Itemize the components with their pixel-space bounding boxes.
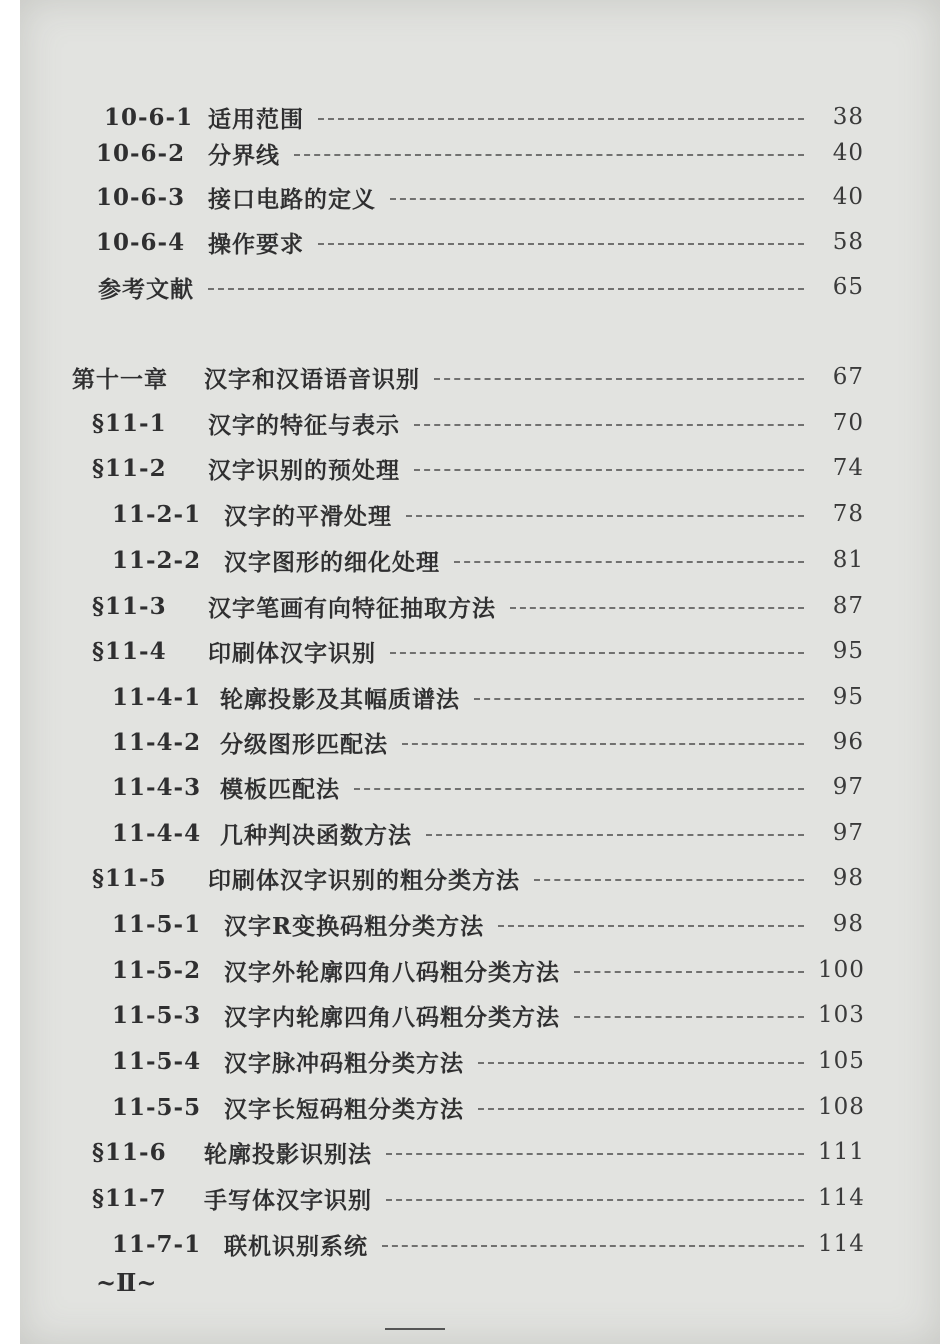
- page-number: 97: [832, 774, 864, 800]
- dot-leader: [434, 378, 804, 380]
- section-number: 10-6-3: [96, 183, 186, 211]
- toc-entry: [112, 904, 864, 944]
- page-number: 103: [818, 1002, 865, 1028]
- toc-entry: [112, 540, 864, 580]
- page-number: 114: [818, 1231, 865, 1257]
- dot-leader: [382, 1245, 804, 1247]
- dot-leader: [386, 1199, 804, 1201]
- section-title: 参考文献: [98, 275, 194, 303]
- section-title: 适用范围: [208, 105, 304, 133]
- page-number: 98: [832, 911, 864, 937]
- section-number: 11-4-3: [112, 773, 202, 801]
- toc-entry: [112, 813, 864, 853]
- section-number: 11-5-2: [112, 956, 202, 984]
- page-number: 40: [832, 184, 864, 210]
- bottom-rule: [385, 1328, 445, 1330]
- dot-leader: [498, 925, 804, 927]
- section-title: 汉字的特征与表示: [208, 411, 400, 439]
- dot-leader: [510, 607, 804, 609]
- dot-leader: [354, 788, 804, 790]
- toc-entry: [112, 722, 864, 762]
- section-title: 汉字外轮廓四角八码粗分类方法: [224, 958, 560, 986]
- toc-entry: [92, 403, 864, 443]
- section-number: 11-2-1: [112, 500, 202, 528]
- section-title: 印刷体汉字识别: [208, 639, 376, 667]
- page-number: 81: [832, 547, 864, 573]
- section-number: 11-4-4: [112, 819, 202, 847]
- page-number: 114: [818, 1185, 865, 1211]
- dot-leader: [318, 118, 804, 120]
- page-number: 70: [832, 410, 864, 436]
- dot-leader: [478, 1108, 804, 1110]
- section-title: 模板匹配法: [220, 775, 340, 803]
- page-number: 96: [832, 729, 864, 755]
- dot-leader: [574, 971, 804, 973]
- dot-leader: [386, 1153, 804, 1155]
- toc-entry: [104, 97, 864, 137]
- page-number: 78: [832, 501, 864, 527]
- section-title: 联机识别系统: [224, 1232, 368, 1260]
- section-title: 汉字笔画有向特征抽取方法: [208, 594, 496, 622]
- page-number: 111: [818, 1139, 865, 1165]
- dot-leader: [426, 834, 804, 836]
- dot-leader: [406, 515, 804, 517]
- page-number: 95: [832, 638, 864, 664]
- section-number: §11-5: [92, 864, 167, 892]
- section-title: 汉字内轮廓四角八码粗分类方法: [224, 1003, 560, 1031]
- dot-leader: [454, 561, 804, 563]
- section-number: 11-4-1: [112, 683, 202, 711]
- section-number: 11-5-1: [112, 910, 202, 938]
- dot-leader: [390, 198, 804, 200]
- page-number: 108: [818, 1094, 865, 1120]
- section-number: 11-2-2: [112, 546, 202, 574]
- dot-leader: [208, 288, 804, 290]
- dot-leader: [534, 879, 804, 881]
- section-number: §11-1: [92, 409, 167, 437]
- toc-entry: [92, 1132, 864, 1172]
- section-number: 11-5-4: [112, 1047, 202, 1075]
- page-number: 38: [832, 104, 864, 130]
- page-number: 95: [832, 684, 864, 710]
- page-number: 65: [832, 274, 864, 300]
- page-footer-numeral: ~Ⅱ~: [96, 1268, 157, 1297]
- toc-entry: [96, 177, 864, 217]
- section-title: 分界线: [208, 141, 280, 169]
- section-title: 手写体汉字识别: [204, 1186, 372, 1214]
- section-title: 几种判决函数方法: [220, 821, 412, 849]
- dot-leader: [318, 243, 804, 245]
- section-title: 操作要求: [208, 230, 304, 258]
- page-number: 100: [818, 957, 865, 983]
- section-title: 印刷体汉字识别的粗分类方法: [208, 866, 520, 894]
- section-number: 11-5-3: [112, 1001, 202, 1029]
- book-page: [20, 0, 940, 1344]
- section-title: 分级图形匹配法: [220, 730, 388, 758]
- dot-leader: [474, 698, 804, 700]
- page-number: 105: [818, 1048, 865, 1074]
- section-number: 10-6-4: [96, 228, 186, 256]
- page-number: 67: [832, 364, 864, 390]
- dot-leader: [574, 1016, 804, 1018]
- dot-leader: [414, 469, 804, 471]
- page-number: 40: [832, 140, 864, 166]
- dot-leader: [402, 743, 804, 745]
- toc-entry: [112, 1087, 864, 1127]
- toc-entry: [112, 1041, 864, 1081]
- section-number: §11-2: [92, 454, 167, 482]
- dot-leader: [294, 154, 804, 156]
- toc-entry: [112, 1224, 864, 1264]
- toc-entry: [92, 448, 864, 488]
- section-title: 汉字识别的预处理: [208, 456, 400, 484]
- toc-entry: [72, 357, 864, 397]
- section-number: 11-7-1: [112, 1230, 202, 1258]
- toc-entry: [96, 133, 864, 173]
- section-number: 11-5-5: [112, 1093, 202, 1121]
- section-number: 10-6-2: [96, 139, 186, 167]
- section-title: 接口电路的定义: [208, 185, 376, 213]
- section-number: 10-6-1: [104, 103, 194, 131]
- toc-entry: [112, 767, 864, 807]
- section-title: 汉字长短码粗分类方法: [224, 1095, 464, 1123]
- toc-entry: [112, 950, 864, 990]
- page-number: 87: [832, 593, 864, 619]
- toc-entry: [92, 631, 864, 671]
- section-title: 轮廓投影及其幅质谱法: [220, 685, 460, 713]
- section-number: §11-7: [92, 1184, 167, 1212]
- toc-entry: [96, 222, 864, 262]
- section-title: 汉字图形的细化处理: [224, 548, 440, 576]
- dot-leader: [414, 424, 804, 426]
- page-number: 58: [832, 229, 864, 255]
- section-title: 轮廓投影识别法: [204, 1140, 372, 1168]
- dot-leader: [390, 652, 804, 654]
- toc-entry: [112, 494, 864, 534]
- toc-entry: [92, 1178, 864, 1218]
- page-number: 74: [832, 455, 864, 481]
- toc-entry: [92, 858, 864, 898]
- section-title: 汉字R变换码粗分类方法: [224, 912, 485, 940]
- section-title: 汉字的平滑处理: [224, 502, 392, 530]
- toc-entry: [98, 267, 864, 307]
- toc-entry: [92, 586, 864, 626]
- section-number: §11-6: [92, 1138, 167, 1166]
- chapter-title: 汉字和汉语语音识别: [204, 365, 420, 393]
- toc-entry: [112, 677, 864, 717]
- page-number: 98: [832, 865, 864, 891]
- section-number: §11-3: [92, 592, 167, 620]
- section-number: §11-4: [92, 637, 167, 665]
- toc-entry: [112, 995, 864, 1035]
- page-number: 97: [832, 820, 864, 846]
- section-title: 汉字脉冲码粗分类方法: [224, 1049, 464, 1077]
- chapter-number: 第十一章: [72, 365, 168, 393]
- dot-leader: [478, 1062, 804, 1064]
- section-number: 11-4-2: [112, 728, 202, 756]
